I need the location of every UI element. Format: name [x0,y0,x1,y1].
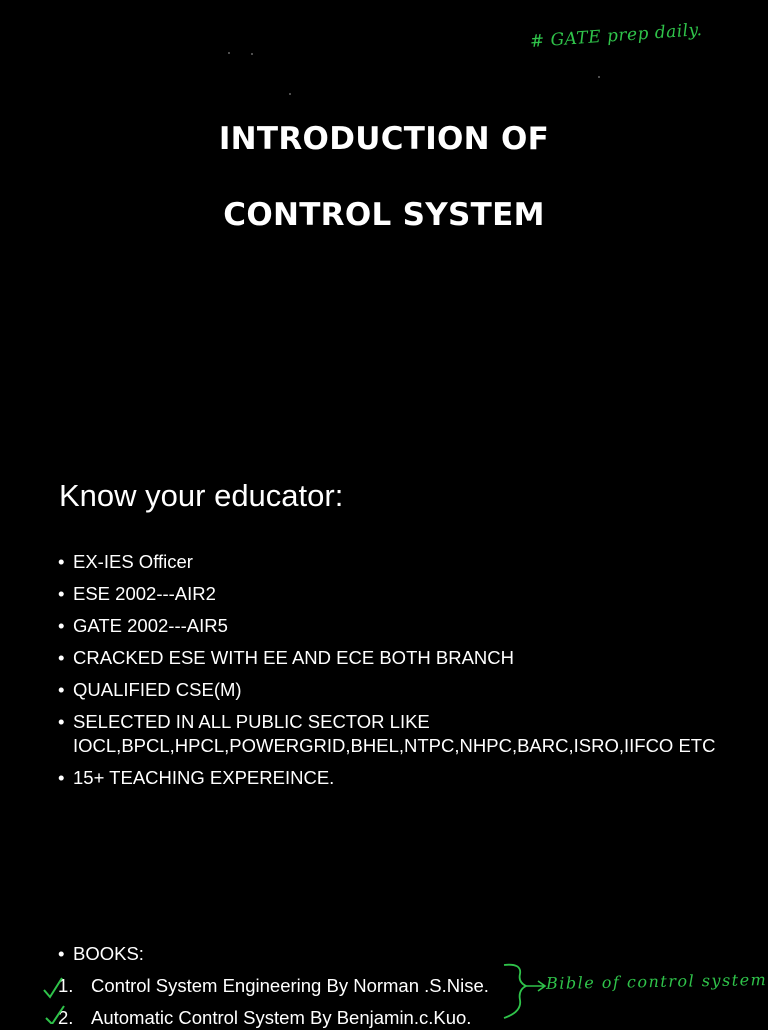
handwritten-note-bible: Bible of control system [545,970,768,993]
books-heading: • BOOKS: [58,942,144,966]
speck [228,52,230,54]
book-title: Control System Engineering By Norman .S.Nise. [91,975,489,996]
book-item [58,974,489,998]
book-title: Automatic Control System By Benjamin.c.Kuo. [91,1007,472,1028]
educator-item: • 15+ TEACHING EXPEREINCE. [58,766,758,790]
book-number: 2. [58,1007,74,1028]
speck [289,93,291,95]
educator-item: • ESE 2002---AIR2 [58,582,758,606]
slide-title-line-1: INTRODUCTION OF [218,121,550,157]
educator-item: • EX-IES Officer [58,550,758,574]
handwritten-note-gate-prep: # GATE prep daily. [529,19,704,52]
educator-list [58,550,758,798]
slide-title-line-2: CONTROL SYSTEM [223,197,545,233]
educator-item: • GATE 2002---AIR5 [58,614,758,638]
book-number: 1. [58,975,74,996]
curly-brace-icon [504,965,526,1018]
educator-heading: Know your educator: [59,478,344,513]
speck [251,53,253,55]
educator-item: • SELECTED IN ALL PUBLIC SECTOR LIKE IOCL,BPCL,HPCL,POWERGRID,BHEL,NTPC,NHPC,BARC,ISRO,IIFCO ETC [58,710,758,758]
educator-item: • QUALIFIED CSE(M) [58,678,758,702]
educator-item: • CRACKED ESE WITH EE AND ECE BOTH BRANCH [58,646,758,670]
speck [598,76,600,78]
book-item [58,1006,471,1030]
arrow-icon [526,981,545,991]
